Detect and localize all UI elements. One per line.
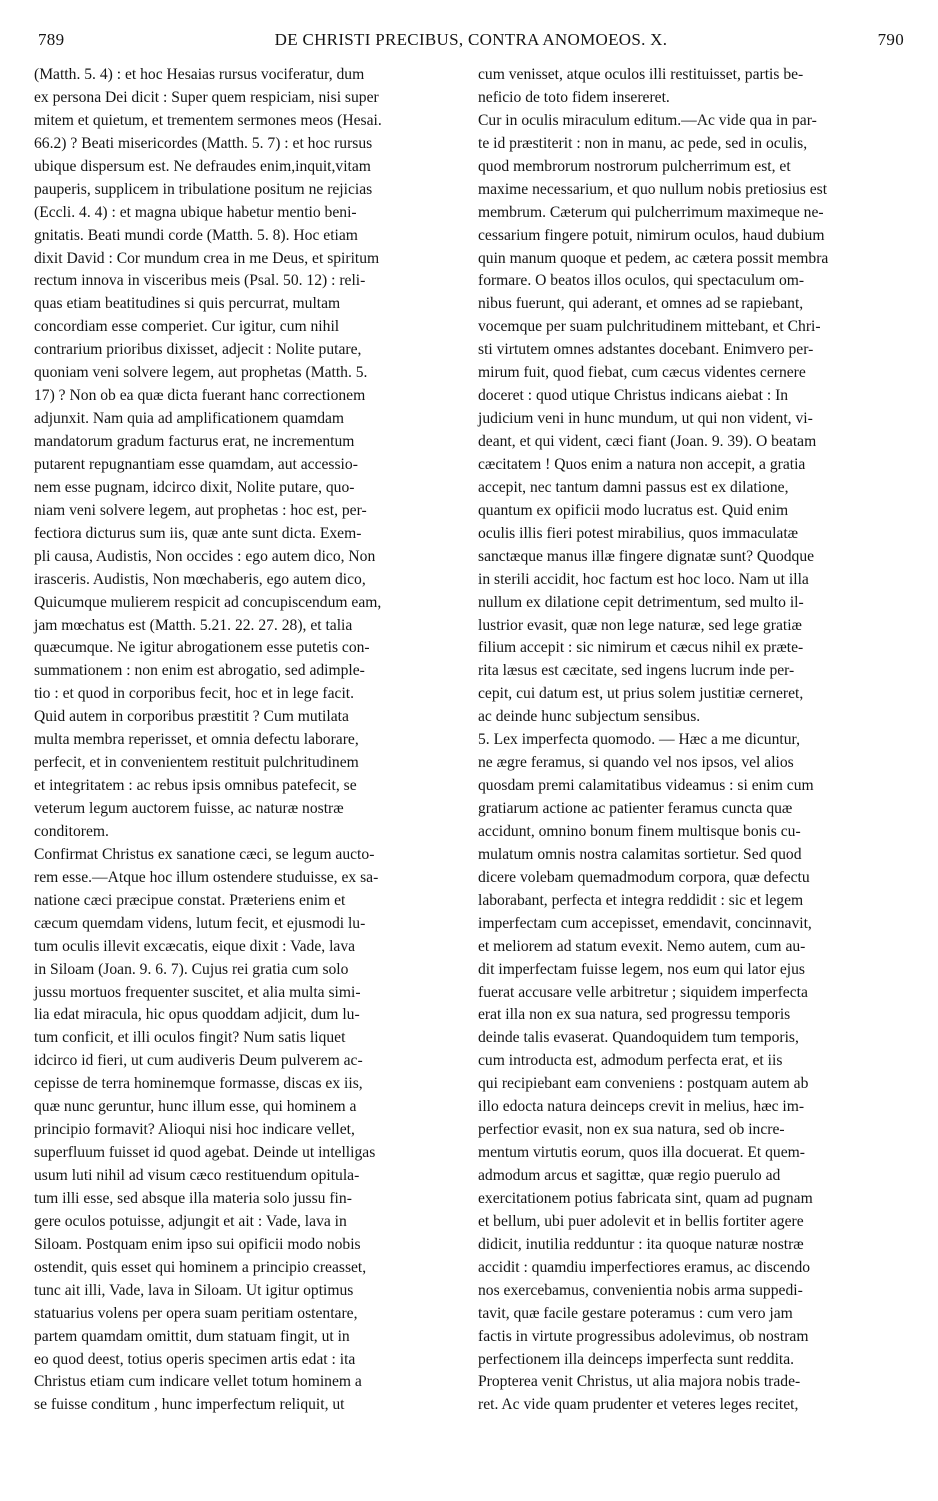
left-column-line: contrarium prioribus dixisset, adjecit : Nolite putare, (34, 341, 362, 359)
running-title: DE CHRISTI PRECIBUS, CONTRA ANOMOEOS. X. (274, 30, 668, 49)
left-column-line: summationem : non enim est abrogatio, sed adimple- (34, 662, 365, 680)
left-column-line: conditorem. (34, 822, 109, 840)
left-column-line: tunc ait illi, Vade, lava in Siloam. Ut igitur optimus (34, 1281, 354, 1299)
right-column-line: ne ægre feramus, si quando vel nos ipsos, vel alios (478, 754, 794, 772)
right-column-line: gratiarum actione ac patienter feramus cuncta quæ (478, 800, 793, 817)
right-column-line: nos exercebamus, convenientia nobis arma suppedi- (478, 1281, 803, 1299)
right-column-line: maxime necessarium, et quo nullum nobis pretiosius est (478, 180, 828, 198)
right-column-line: erat illa non ex sua natura, sed progressu temporis (478, 1006, 791, 1024)
right-column-line: quantum ex opificii modo lucratus est. Quid enim (478, 501, 789, 519)
left-column-line: natione cæci præcipue constat. Præteriens enim et (34, 891, 346, 909)
left-column-line: Quid autem in corporibus præstitit ? Cum mutilata (34, 708, 349, 726)
right-column-line: accidit : quamdiu imperfectiores eramus, ac discendo (478, 1258, 811, 1276)
left-column-line: pli causa, Audistis, Non occides : ego autem dico, Non (34, 547, 376, 565)
right-column-line: factis in virtute progressibus adolevimus, ob nostram (478, 1327, 809, 1345)
right-column-line: deinde talis evaserat. Quandoquidem tum temporis, (478, 1029, 799, 1047)
right-column-line: vocemque per suam pulchritudinem mittebant, et Chri- (478, 318, 821, 336)
right-column-line: mentum virtutis eorum, quos illa docuerat. Et quem- (478, 1144, 805, 1162)
right-column-line: cessarium fingere potuit, nimirum oculos, haud dubium (478, 226, 825, 244)
right-column-line: nibus fuerunt, qui aderant, et omnes ad se rapiebant, (478, 295, 804, 313)
left-column-line: rectum innova in visceribus meis (Psal. 50. 12) : reli- (34, 272, 366, 290)
left-column-line: Siloam. Postquam enim ipso sui opificii modo nobis (34, 1235, 361, 1253)
left-column-line: tum oculis illevit excæcatis, eique dixit : Vade, lava (34, 937, 356, 955)
left-column-line: concordiam esse comperiet. Cur igitur, cum nihil (34, 318, 340, 336)
right-column-line: 5. Lex imperfecta quomodo. — Hæc a me dicuntur, (478, 731, 800, 749)
left-column-line: gnitatis. Beati mundi corde (Matth. 5. 8). Hoc etiam (34, 226, 358, 244)
left-column-line: adjunxit. Nam quia ad amplificationem quamdam (34, 410, 345, 428)
left-column-line: partem quamdam omittit, dum statuam fingit, ut in (34, 1327, 350, 1345)
left-column-line: Quicumque mulierem respicit ad concupiscendum eam, (34, 593, 382, 611)
left-column-line: mandatorum gradum facturus erat, ne incrementum (34, 433, 355, 450)
left-column-line: tum illi esse, sed absque illa materia solo jussu fin- (34, 1189, 352, 1207)
left-column-line: Christus etiam cum indicare vellet totum hominem a (34, 1373, 362, 1391)
right-column-line: neficio de toto fidem insereret. (478, 88, 670, 106)
right-column-line: ac deinde hunc subjectum sensibus. (478, 708, 701, 726)
right-column (478, 64, 903, 1417)
right-column-line: mirum fuit, quod fiebat, cum cæcus videntes cernere (478, 364, 806, 382)
right-column-line: deant, et qui vident, cæci fiant (Joan. 9. 39). O beatam (478, 433, 817, 450)
left-column-line: (Matth. 5. 4) : et hoc Hesaias rursus vociferatur, dum (34, 66, 365, 83)
right-column-line: cepit, cui datum est, ut prius solem justitiæ cerneret, (478, 685, 804, 703)
left-column-line: in Siloam (Joan. 9. 6. 7). Cujus rei gratia cum solo (34, 960, 349, 978)
right-column-line: Cur in oculis miraculum editum.—Ac vide qua in par- (478, 111, 817, 129)
left-column-line: quæcumque. Ne igitur abrogationem esse putetis con- (34, 639, 370, 657)
right-column-line: admodum arcus et sagittæ, quæ regio puerulo ad (478, 1167, 781, 1184)
right-column-line: perfectionem illa deinceps imperfecta sunt reddita. (478, 1350, 795, 1368)
left-column-line: se fuisse conditum , hunc imperfectum reliquit, ut (34, 1396, 345, 1414)
right-column-line: sanctæque manus illæ fingere dignatæ sunt? Quodque (478, 547, 815, 565)
right-column-line: perfectior evasit, non ex sua natura, sed ob incre- (478, 1121, 785, 1139)
left-column-line: quæ nunc geruntur, hunc illum esse, qui hominem a (34, 1098, 357, 1116)
left-column-line: quoniam veni solvere legem, aut prophetas (Matth. 5. (34, 364, 368, 382)
left-column-line: (Eccli. 4. 4) : et magna ubique habetur mentio beni- (34, 203, 357, 221)
right-column-line: nullum ex dilatione cepit detrimentum, sed multo il- (478, 593, 804, 611)
right-column-line: sti virtutem omnes adstantes docebant. Enimvero per- (478, 341, 814, 359)
right-column-line: mulatum omnis nostra calamitas sortietur. Sed quod (478, 845, 802, 863)
left-column-line: mitem et quietum, et trementem sermones meos (Hesai. (34, 111, 382, 129)
right-column-line: oculis illis fieri potest mirabilius, quos immaculatæ (478, 524, 799, 542)
left-column-line: usum luti nihil ad visum cæco restituendum opitula- (34, 1167, 360, 1184)
right-column-line: membrum. Cæterum qui pulcherrimum maximeque ne- (478, 203, 824, 221)
right-column-line: dicere volebam quemadmodum corpora, quæ defectu (478, 868, 810, 886)
left-column-line: statuarius volens per opera suam peritiam ostentare, (34, 1304, 358, 1322)
page-number-left: 789 (38, 30, 65, 49)
left-column (34, 64, 457, 1417)
left-column-line: pauperis, supplicem in tribulatione positum ne rejicias (34, 180, 373, 198)
right-column-line: Propterea venit Christus, ut alia majora nobis trade- (478, 1373, 801, 1391)
left-column-line: gere oculos potuisse, adjungit et ait : Vade, lava in (34, 1212, 347, 1230)
left-column-line: 17) ? Non ob ea quæ dicta fuerant hanc correctionem (34, 387, 366, 405)
left-column-line: fectiora dicturus sum iis, quæ ante sunt dicta. Exem- (34, 524, 362, 542)
left-column-line: superfluum fuisset id quod agebat. Deinde ut intelligas (34, 1144, 376, 1162)
right-column-line: imperfectam cum accepisset, emendavit, concinnavit, (478, 914, 812, 932)
right-column-line: ret. Ac vide quam prudenter et veteres leges recitet, (478, 1396, 799, 1414)
right-column-line: cum introducta est, admodum perfecta erat, et iis (478, 1052, 783, 1070)
left-column-line: rem esse.—Atque hoc illum ostendere studuisse, ex sa- (34, 868, 379, 886)
right-column-line: didicit, inutilia redduntur : ita quoque naturæ nostræ (478, 1235, 804, 1253)
left-column-line: niam veni solvere legem, aut prophetas : hoc est, per- (34, 501, 367, 519)
right-column-line: quosdam premi calamitatibus videamus : si enim cum (478, 777, 814, 795)
right-column-line: cum venisset, atque oculos illi restituisset, partis be- (478, 66, 804, 83)
right-column-line: quin manum quoque et pedem, ac cætera possit membra (478, 249, 829, 267)
left-column-line: 66.2) ? Beati misericordes (Matth. 5. 7) : et hoc rursus (34, 134, 373, 152)
left-column-line: jussu mortuos frequenter suscitet, et alia multa simi- (34, 983, 361, 1001)
right-column-line: in sterili accidit, hoc factum est hoc loco. Nam ut illa (478, 570, 809, 588)
right-column-line: te id præstiterit : non in manu, ac pede, sed in oculis, (478, 134, 808, 152)
left-column-line: ubique dispersum est. Ne defraudes enim,inquit,vitam (34, 157, 371, 175)
right-column-line: et meliorem ad statum evexit. Nemo autem, cum au- (478, 937, 806, 955)
left-column-line: Confirmat Christus ex sanatione cæci, se legum aucto- (34, 845, 375, 863)
right-column-line: illo edocta natura deinceps crevit in melius, hæc im- (478, 1098, 805, 1116)
right-column-line: filium accepit : sic nimirum et cæcus nihil ex præte- (478, 639, 804, 657)
left-column-line: ostendit, quis esset qui hominem a principio creasset, (34, 1258, 367, 1276)
right-column-line: judicium veni in hunc mundum, ut qui non vident, vi- (478, 410, 813, 428)
right-column-line: qui recipiebant eam conveniens : postquam autem ab (478, 1075, 809, 1093)
left-column-line: quas etiam beatitudines si quis percurrat, multam (34, 295, 341, 313)
left-column-line: nem esse pugnam, idcirco dixit, Nolite putare, quo- (34, 478, 355, 496)
left-column-line: tum conficit, et illi oculos fingit? Num satis liquet (34, 1029, 346, 1047)
left-column-line: perfecit, et in convenientem restituit pulchritudinem (34, 754, 359, 772)
right-column-line: cæcitatem ! Quos enim a natura non accepit, a gratia (478, 455, 806, 473)
left-column-line: cæcum quemdam videns, lutum fecit, et ejusmodi lu- (34, 914, 366, 932)
right-column-line: fuerat accusare velle arbitretur ; siquidem imperfecta (478, 983, 808, 1001)
right-column-line: formare. O beatos illos oculos, qui spectaculum om- (478, 272, 805, 290)
left-column-line: irasceris. Audistis, Non mœchaberis, ego autem dico, (34, 570, 366, 588)
right-column-line: rita læsus est cæcitate, sed ingens lucrum inde per- (478, 662, 795, 680)
right-column-line: dit imperfectam fuisse legem, nos eum qui lator ejus (478, 960, 805, 978)
running-header (38, 30, 904, 60)
right-column-line: lustrior evasit, quæ non lege naturæ, sed lege gratiæ (478, 616, 802, 634)
right-column-line: accepit, nec tantum damni passus est ex dilatione, (478, 478, 789, 496)
page-number-right: 790 (877, 30, 904, 49)
left-column-line: ex persona Dei dicit : Super quem respiciam, nisi super (34, 88, 379, 106)
left-column-line: jam mœchatus est (Matth. 5.21. 22. 27. 28), et talia (34, 616, 353, 634)
right-column-line: tavit, quæ facile gestare poteramus : cum vero jam (478, 1304, 793, 1322)
left-column-line: tio : et quod in corporibus fecit, hoc et in lege facit. (34, 685, 355, 703)
right-column-line: doceret : quod utique Christus indicans aiebat : In (478, 387, 789, 405)
left-column-line: cepisse de terra hominemque formasse, discas ex iis, (34, 1075, 363, 1093)
right-column-line: exercitationem potius fabricata sint, quam ad pugnam (478, 1189, 813, 1207)
right-column-line: accidunt, omnino bonum finem multisque bonis cu- (478, 822, 801, 840)
left-column-line: putarent repugnantiam esse quamdam, aut accessio- (34, 455, 358, 473)
left-column-line: multa membra reperisset, et omnia defectu laborare, (34, 731, 359, 749)
right-column-line: quod membrorum nostrorum pulcherrimum est, et (478, 157, 791, 175)
left-column-line: eo quod deest, totius operis specimen artis edat : ita (34, 1350, 356, 1368)
left-column-line: et integritatem : ac rebus ipsis omnibus patefecit, se (34, 777, 357, 795)
right-column-line: laborabant, perfecta et integra reddidit : sic et legem (478, 891, 804, 909)
right-column-line: et bellum, ubi puer adolevit et in bellis fortiter agere (478, 1212, 804, 1230)
left-column-line: principio formavit? Alioqui nisi hoc indicare vellet, (34, 1121, 355, 1139)
left-column-line: lia edat miracula, hic opus quoddam adjicit, dum lu- (34, 1006, 360, 1024)
left-column-line: dixit David : Cor mundum crea in me Deus, et spiritum (34, 249, 380, 267)
left-column-line: veterum legum auctorem fuisse, ac naturæ nostræ (34, 800, 344, 817)
left-column-line: idcirco id fieri, ut cum audiveris Deum pulverem ac- (34, 1052, 363, 1070)
